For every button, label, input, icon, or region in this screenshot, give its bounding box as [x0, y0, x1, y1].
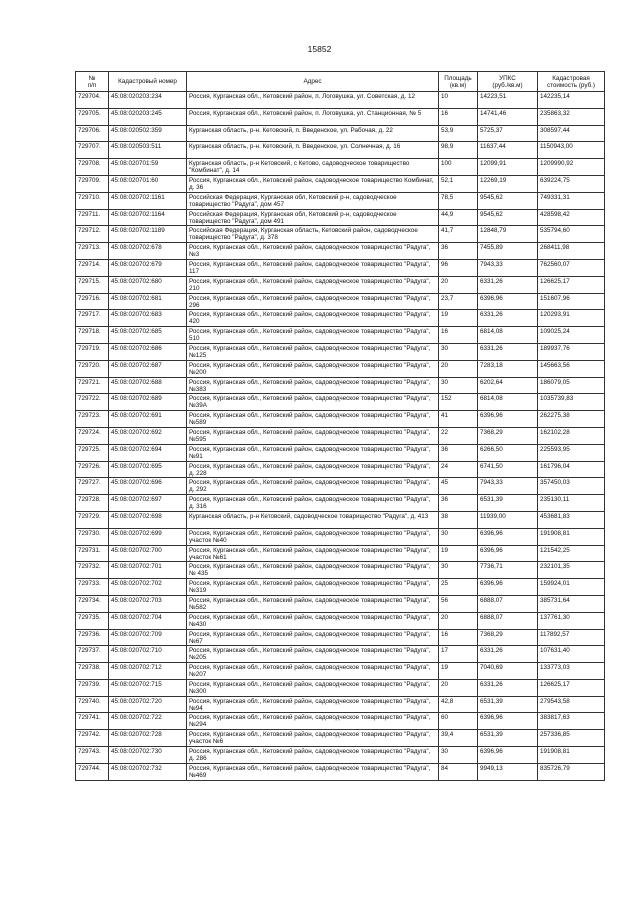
cadastral-cost-cell: 120293,91	[538, 310, 605, 327]
area-cell: 100	[439, 159, 478, 176]
row-number-cell: 729705.	[76, 108, 109, 125]
area-cell: 23,7	[439, 293, 478, 310]
cadastral-cost-cell: 257336,85	[538, 730, 605, 747]
address-cell: Россия, Курганская обл., Кетовский район, садоводческое товарищество "Радуга", №430	[187, 612, 439, 629]
address-cell: Россия, Курганская обл., Кетовский район, садоводческое товарищество "Радуга", 210	[187, 276, 439, 293]
cadastral-cost-cell: 428598,42	[538, 209, 605, 226]
row-number-cell: 729715.	[76, 276, 109, 293]
area-cell: 60	[439, 713, 478, 730]
cadastral-cost-cell: 159924,01	[538, 579, 605, 596]
upks-cell: 6331,26	[478, 276, 538, 293]
area-cell: 20	[439, 276, 478, 293]
area-cell: 16	[439, 629, 478, 646]
area-cell: 22	[439, 427, 478, 444]
table-row	[76, 528, 605, 545]
area-cell: 78,5	[439, 192, 478, 209]
row-number-cell: 729716.	[76, 293, 109, 310]
cadastral-cost-cell: 308597,44	[538, 125, 605, 142]
row-number-cell: 729741.	[76, 713, 109, 730]
cadastral-number-cell: 45:08:020702:691	[109, 411, 187, 428]
upks-cell: 7943,33	[478, 259, 538, 276]
row-number-cell: 729708.	[76, 159, 109, 176]
cadastral-number-cell: 45:08:020503:511	[109, 142, 187, 159]
cadastral-cost-cell: 145663,56	[538, 360, 605, 377]
table-row	[76, 159, 605, 176]
area-cell: 30	[439, 747, 478, 764]
upks-cell: 6888,07	[478, 612, 538, 629]
table-row	[76, 343, 605, 360]
table-row	[76, 629, 605, 646]
cadastral-number-cell: 45:08:020702:701	[109, 562, 187, 579]
cadastral-number-cell: 45:08:020702:695	[109, 461, 187, 478]
address-cell: Россия, Курганская обл., Кетовский район, садоводческое товарищество Комбинат, д. 36	[187, 175, 439, 192]
cadastral-cost-cell: 191908,81	[538, 528, 605, 545]
area-cell: 98,9	[439, 142, 478, 159]
row-number-cell: 729730.	[76, 528, 109, 545]
row-number-cell: 729726.	[76, 461, 109, 478]
cadastral-number-cell: 45:08:020702:685	[109, 327, 187, 344]
area-cell: 36	[439, 444, 478, 461]
table-row	[76, 92, 605, 109]
upks-cell: 6202,64	[478, 377, 538, 394]
address-cell: Курганская область, р-н. Кетовский, п. Введенское, ул. Рабочая, д. 22	[187, 125, 439, 142]
table-row	[76, 192, 605, 209]
cadastral-number-cell: 45:08:020702:692	[109, 427, 187, 444]
cadastral-number-cell: 45:08:020702:728	[109, 730, 187, 747]
cadastral-cost-cell: 126625,17	[538, 679, 605, 696]
row-number-cell: 729713.	[76, 243, 109, 260]
cadastral-cost-cell: 162102,28	[538, 427, 605, 444]
cadastral-cost-cell: 1035739,83	[538, 394, 605, 411]
area-cell: 20	[439, 679, 478, 696]
upks-cell: 6814,08	[478, 394, 538, 411]
cadastral-number-cell: 45:08:020702:688	[109, 377, 187, 394]
area-cell: 96	[439, 259, 478, 276]
address-cell: Россия, Курганская обл., Кетовский район, садоводческое товарищество "Радуга", №595	[187, 427, 439, 444]
table-row	[76, 427, 605, 444]
cadastral-number-cell: 45:08:020702:715	[109, 679, 187, 696]
row-number-cell: 729706.	[76, 125, 109, 142]
table-row	[76, 310, 605, 327]
address-cell: Россия, Курганская обл., Кетовский район, садоводческое товарищество "Радуга", №125	[187, 343, 439, 360]
address-cell: Россия, Курганская обл., Кетовский район, п. Логовушка, ул. Станционная, № 5	[187, 108, 439, 125]
address-cell: Россия, Курганская обл., Кетовский район, садоводческое товарищество "Радуга", №67	[187, 629, 439, 646]
upks-cell: 6266,50	[478, 444, 538, 461]
address-cell: Россия, Курганская обл., Кетовский район, садоводческое товарищество "Радуга", 420	[187, 310, 439, 327]
cadastral-number-cell: 45:08:020203:245	[109, 108, 187, 125]
area-cell: 30	[439, 562, 478, 579]
cadastral-number-cell: 45:08:020702:699	[109, 528, 187, 545]
cadastral-number-cell: 45:08:020702:704	[109, 612, 187, 629]
area-cell: 39,4	[439, 730, 478, 747]
upks-cell: 12269,19	[478, 175, 538, 192]
row-number-cell: 729710.	[76, 192, 109, 209]
cadastral-cost-cell: 232101,35	[538, 562, 605, 579]
area-cell: 152	[439, 394, 478, 411]
address-cell: Курганская область, р-н Кетовский, с Кетово, садоводческое товарищество "Комбинат", д. 14	[187, 159, 439, 176]
upks-cell: 6888,07	[478, 595, 538, 612]
address-cell: Россия, Курганская обл., Кетовский район, садоводческое товарищество "Радуга", №383	[187, 377, 439, 394]
cadastral-cost-cell: 133773,03	[538, 663, 605, 680]
address-cell: Россия, Курганская обл., Кетовский район, садоводческое товарищество "Радуга", №319	[187, 579, 439, 596]
row-number-cell: 729704.	[76, 92, 109, 109]
table-row	[76, 663, 605, 680]
upks-cell: 7283,18	[478, 360, 538, 377]
cadastral-number-cell: 45:08:020702:700	[109, 545, 187, 562]
table-row	[76, 495, 605, 512]
row-number-cell: 729717.	[76, 310, 109, 327]
upks-cell: 6331,26	[478, 310, 538, 327]
address-cell: Россия, Курганская обл., Кетовский район, садоводческое товарищество "Радуга", №589	[187, 411, 439, 428]
row-number-cell: 729714.	[76, 259, 109, 276]
row-number-cell: 729712.	[76, 226, 109, 243]
area-cell: 17	[439, 646, 478, 663]
cadastral-cost-cell: 161796,04	[538, 461, 605, 478]
cadastral-cost-cell: 109025,24	[538, 327, 605, 344]
area-cell: 84	[439, 763, 478, 780]
table-row	[76, 276, 605, 293]
cadastral-number-cell: 45:08:020502:359	[109, 125, 187, 142]
upks-cell: 6396,96	[478, 528, 538, 545]
area-cell: 19	[439, 663, 478, 680]
cadastral-number-cell: 45:08:020702:678	[109, 243, 187, 260]
row-number-cell: 729733.	[76, 579, 109, 596]
upks-cell: 12099,91	[478, 159, 538, 176]
upks-cell: 6331,26	[478, 646, 538, 663]
address-cell: Курганская область, р-н Кетовский, садоводческое товарищество "Радуга", д. 413	[187, 511, 439, 528]
row-number-cell: 729719.	[76, 343, 109, 360]
cadastral-cost-cell: 535794,60	[538, 226, 605, 243]
cadastral-number-cell: 45:08:020702:698	[109, 511, 187, 528]
area-cell: 16	[439, 327, 478, 344]
area-cell: 36	[439, 495, 478, 512]
table-row	[76, 226, 605, 243]
upks-cell: 6396,96	[478, 293, 538, 310]
address-cell: Россия, Курганская обл., Кетовский район, садоводческое товарищество "Радуга", №39А	[187, 394, 439, 411]
cadastral-cost-cell: 762560,07	[538, 259, 605, 276]
area-cell: 19	[439, 545, 478, 562]
cadastral-number-cell: 45:08:020702:694	[109, 444, 187, 461]
cadastral-cost-cell: 191908,81	[538, 747, 605, 764]
cadastral-cost-cell: 1150943,00	[538, 142, 605, 159]
address-cell: Россия, Курганская обл., Кетовский район, садоводческое товарищество "Радуга", 510	[187, 327, 439, 344]
upks-cell: 11637,44	[478, 142, 538, 159]
row-number-cell: 729723.	[76, 411, 109, 428]
upks-cell: 9545,62	[478, 192, 538, 209]
table-row	[76, 243, 605, 260]
area-cell: 45	[439, 478, 478, 495]
address-cell: Россия, Курганская обл., Кетовский район, садоводческое товарищество "Радуга", №3	[187, 243, 439, 260]
cadastral-number-cell: 45:08:020702:1164	[109, 209, 187, 226]
row-number-cell: 729739.	[76, 679, 109, 696]
header-area: Площадь (кв.м)	[439, 72, 478, 92]
table-row	[76, 713, 605, 730]
row-number-cell: 729722.	[76, 394, 109, 411]
upks-cell: 6814,08	[478, 327, 538, 344]
cadastral-cost-cell: 383817,63	[538, 713, 605, 730]
cadastral-number-cell: 45:08:020702:702	[109, 579, 187, 596]
table-row	[76, 142, 605, 159]
upks-cell: 14741,46	[478, 108, 538, 125]
row-number-cell: 729737.	[76, 646, 109, 663]
cadastral-number-cell: 45:08:020203:234	[109, 92, 187, 109]
cadastral-number-cell: 45:08:020702:703	[109, 595, 187, 612]
cadastral-number-cell: 45:08:020702:722	[109, 713, 187, 730]
address-cell: Россия, Курганская обл., Кетовский район, садоводческое товарищество "Радуга", д. 316	[187, 495, 439, 512]
table-row	[76, 209, 605, 226]
address-cell: Российская Федерация, Курганская обл, Кетовский р-н, садоводческое товарищество "Радуга", дом 457	[187, 192, 439, 209]
table-row	[76, 108, 605, 125]
cadastral-number-cell: 45:08:020702:680	[109, 276, 187, 293]
row-number-cell: 729725.	[76, 444, 109, 461]
upks-cell: 9545,62	[478, 209, 538, 226]
address-cell: Россия, Курганская обл., Кетовский район, садоводческое товарищество "Радуга", №582	[187, 595, 439, 612]
cadastral-number-cell: 45:08:020702:687	[109, 360, 187, 377]
address-cell: Россия, Курганская обл., Кетовский район, садоводческое товарищество "Радуга", №207	[187, 663, 439, 680]
area-cell: 24	[439, 461, 478, 478]
address-cell: Россия, Курганская обл., Кетовский район, садоводческое товарищество "Радуга", участок №6	[187, 730, 439, 747]
page-number: 15852	[307, 44, 332, 54]
area-cell: 42,8	[439, 696, 478, 713]
cadastral-value-table	[75, 71, 605, 781]
table-row	[76, 730, 605, 747]
table-row	[76, 259, 605, 276]
cadastral-cost-cell: 121542,25	[538, 545, 605, 562]
upks-cell: 5725,37	[478, 125, 538, 142]
table-row	[76, 646, 605, 663]
area-cell: 30	[439, 528, 478, 545]
row-number-cell: 729734.	[76, 595, 109, 612]
table-row	[76, 562, 605, 579]
address-cell: Россия, Курганская обл., Кетовский район, садоводческое товарищество "Радуга", 296	[187, 293, 439, 310]
upks-cell: 6396,96	[478, 747, 538, 764]
row-number-cell: 729742.	[76, 730, 109, 747]
cadastral-number-cell: 45:08:020702:696	[109, 478, 187, 495]
upks-cell: 6396,96	[478, 545, 538, 562]
address-cell: Россия, Курганская обл., Кетовский район, садоводческое товарищество "Радуга", №200	[187, 360, 439, 377]
row-number-cell: 729711.	[76, 209, 109, 226]
address-cell: Россия, Курганская обл., Кетовский район, садоводческое товарищество "Радуга", 117	[187, 259, 439, 276]
cadastral-number-cell: 45:08:020702:730	[109, 747, 187, 764]
upks-cell: 6396,96	[478, 713, 538, 730]
address-cell: Россия, Курганская обл., Кетовский район, садоводческое товарищество "Радуга", №94	[187, 696, 439, 713]
area-cell: 38	[439, 511, 478, 528]
row-number-cell: 729728.	[76, 495, 109, 512]
cadastral-number-cell: 45:08:020702:689	[109, 394, 187, 411]
table-row	[76, 545, 605, 562]
upks-cell: 9949,13	[478, 763, 538, 780]
cadastral-number-cell: 45:08:020702:1189	[109, 226, 187, 243]
row-number-cell: 729729.	[76, 511, 109, 528]
row-number-cell: 729731.	[76, 545, 109, 562]
cadastral-cost-cell: 268411,98	[538, 243, 605, 260]
table-row	[76, 595, 605, 612]
cadastral-cost-cell: 151607,96	[538, 293, 605, 310]
cadastral-cost-cell: 835726,79	[538, 763, 605, 780]
cadastral-cost-cell: 639224,75	[538, 175, 605, 192]
table-row	[76, 511, 605, 528]
upks-cell: 7040,69	[478, 663, 538, 680]
cadastral-cost-cell: 749331,31	[538, 192, 605, 209]
upks-cell: 11939,00	[478, 511, 538, 528]
area-cell: 30	[439, 377, 478, 394]
cadastral-cost-cell: 235130,11	[538, 495, 605, 512]
table-row	[76, 293, 605, 310]
upks-cell: 6741,50	[478, 461, 538, 478]
header-cadastral-cost: Кадастровая стоимость (руб.)	[538, 72, 605, 92]
row-number-cell: 729707.	[76, 142, 109, 159]
address-cell: Россия, Курганская обл., Кетовский район, садоводческое товарищество "Радуга", №205	[187, 646, 439, 663]
address-cell: Россия, Курганская обл., Кетовский район, садоводческое товарищество "Радуга", №469	[187, 763, 439, 780]
upks-cell: 7368,29	[478, 629, 538, 646]
row-number-cell: 729736.	[76, 629, 109, 646]
table-row	[76, 377, 605, 394]
area-cell: 44,9	[439, 209, 478, 226]
row-number-cell: 729744.	[76, 763, 109, 780]
row-number-cell: 729740.	[76, 696, 109, 713]
area-cell: 20	[439, 612, 478, 629]
cadastral-number-cell: 45:08:020702:679	[109, 259, 187, 276]
row-number-cell: 729709.	[76, 175, 109, 192]
upks-cell: 6531,39	[478, 495, 538, 512]
address-cell: Россия, Курганская обл., Кетовский район, садоводческое товарищество "Радуга", №294	[187, 713, 439, 730]
row-number-cell: 729735.	[76, 612, 109, 629]
cadastral-number-cell: 45:08:020702:686	[109, 343, 187, 360]
upks-cell: 7368,29	[478, 427, 538, 444]
table-row	[76, 461, 605, 478]
header-num: № п/п	[76, 72, 109, 92]
table-body	[76, 92, 605, 781]
address-cell: Россия, Курганская обл., Кетовский район, садоводческое товарищество "Радуга", д. 228	[187, 461, 439, 478]
upks-cell: 12848,79	[478, 226, 538, 243]
area-cell: 41	[439, 411, 478, 428]
cadastral-cost-cell: 126625,17	[538, 276, 605, 293]
table-row	[76, 478, 605, 495]
table-row	[76, 175, 605, 192]
cadastral-number-cell: 45:08:020702:712	[109, 663, 187, 680]
table-row	[76, 679, 605, 696]
address-cell: Россия, Курганская обл., Кетовский район, п. Логовушка, ул. Советская, д. 12	[187, 92, 439, 109]
table-row	[76, 327, 605, 344]
cadastral-number-cell: 45:08:020702:697	[109, 495, 187, 512]
area-cell: 25	[439, 579, 478, 596]
cadastral-cost-cell: 117892,57	[538, 629, 605, 646]
cadastral-cost-cell: 225593,95	[538, 444, 605, 461]
table-row	[76, 360, 605, 377]
table-row	[76, 444, 605, 461]
cadastral-number-cell: 45:08:020702:720	[109, 696, 187, 713]
upks-cell: 6331,26	[478, 679, 538, 696]
row-number-cell: 729727.	[76, 478, 109, 495]
area-cell: 19	[439, 310, 478, 327]
upks-cell: 6331,26	[478, 343, 538, 360]
address-cell: Российская Федерация, Курганская область, Кетовский район, садоводческое товарищество "Радуга", д. 378	[187, 226, 439, 243]
row-number-cell: 729720.	[76, 360, 109, 377]
cadastral-cost-cell: 186079,05	[538, 377, 605, 394]
table-row	[76, 612, 605, 629]
area-cell: 56	[439, 595, 478, 612]
table-row	[76, 763, 605, 780]
area-cell: 52,1	[439, 175, 478, 192]
upks-cell: 7736,71	[478, 562, 538, 579]
cadastral-number-cell: 45:08:020702:710	[109, 646, 187, 663]
address-cell: Российская Федерация, Курганская обл, Кетовский р-н, садоводческое товарищество "Радуга", дом 491	[187, 209, 439, 226]
header-upks: УПКС (руб./кв.м)	[478, 72, 538, 92]
cadastral-number-cell: 45:08:020702:683	[109, 310, 187, 327]
row-number-cell: 729732.	[76, 562, 109, 579]
upks-cell: 14223,51	[478, 92, 538, 109]
cadastral-cost-cell: 279543,58	[538, 696, 605, 713]
address-cell: Россия, Курганская обл., Кетовский район, садоводческое товарищество "Радуга", участок №40	[187, 528, 439, 545]
area-cell: 16	[439, 108, 478, 125]
cadastral-cost-cell: 107631,40	[538, 646, 605, 663]
table-row	[76, 696, 605, 713]
cadastral-cost-cell: 137761,30	[538, 612, 605, 629]
address-cell: Россия, Курганская обл., Кетовский район, садоводческое товарищество "Радуга", №91	[187, 444, 439, 461]
area-cell: 20	[439, 360, 478, 377]
header-cadastral-number: Кадастровый номер	[109, 72, 187, 92]
area-cell: 10	[439, 92, 478, 109]
upks-cell: 6531,39	[478, 696, 538, 713]
cadastral-number-cell: 45:08:020701:60	[109, 175, 187, 192]
table-row	[76, 125, 605, 142]
cadastral-cost-cell: 189937,76	[538, 343, 605, 360]
cadastral-number-cell: 45:08:020702:681	[109, 293, 187, 310]
address-cell: Россия, Курганская обл., Кетовский район, садоводческое товарищество "Радуга", д. 286	[187, 747, 439, 764]
address-cell: Россия, Курганская обл., Кетовский район, садоводческое товарищество "Радуга", д. 292	[187, 478, 439, 495]
cadastral-number-cell: 45:08:020702:1161	[109, 192, 187, 209]
address-cell: Россия, Курганская обл., Кетовский район, садоводческое товарищество "Радуга", участок №61	[187, 545, 439, 562]
cadastral-cost-cell: 453681,83	[538, 511, 605, 528]
cadastral-cost-cell: 235863,32	[538, 108, 605, 125]
cadastral-number-cell: 45:08:020701:59	[109, 159, 187, 176]
cadastral-number-cell: 45:08:020702:732	[109, 763, 187, 780]
area-cell: 41,7	[439, 226, 478, 243]
table-row	[76, 394, 605, 411]
upks-cell: 6531,39	[478, 730, 538, 747]
cadastral-cost-cell: 142235,14	[538, 92, 605, 109]
row-number-cell: 729738.	[76, 663, 109, 680]
row-number-cell: 729724.	[76, 427, 109, 444]
address-cell: Россия, Курганская обл., Кетовский район, садоводческое товарищество "Радуга", № 435	[187, 562, 439, 579]
upks-cell: 6396,96	[478, 579, 538, 596]
row-number-cell: 729743.	[76, 747, 109, 764]
row-number-cell: 729721.	[76, 377, 109, 394]
area-cell: 30	[439, 343, 478, 360]
upks-cell: 6396,96	[478, 411, 538, 428]
row-number-cell: 729718.	[76, 327, 109, 344]
area-cell: 53,9	[439, 125, 478, 142]
table-row	[76, 747, 605, 764]
table-row	[76, 411, 605, 428]
table-row	[76, 579, 605, 596]
address-cell: Курганская область, р-н. Кетовский, п. Введенское, ул. Солнечная, д. 16	[187, 142, 439, 159]
upks-cell: 7943,33	[478, 478, 538, 495]
table-header-row	[76, 72, 605, 92]
cadastral-cost-cell: 385731,64	[538, 595, 605, 612]
cadastral-cost-cell: 357450,03	[538, 478, 605, 495]
upks-cell: 7455,89	[478, 243, 538, 260]
cadastral-cost-cell: 1209990,92	[538, 159, 605, 176]
header-address: Адрес	[187, 72, 439, 92]
cadastral-cost-cell: 262275,38	[538, 411, 605, 428]
address-cell: Россия, Курганская обл., Кетовский район, садоводческое товарищество "Радуга", №300	[187, 679, 439, 696]
area-cell: 36	[439, 243, 478, 260]
cadastral-number-cell: 45:08:020702:709	[109, 629, 187, 646]
